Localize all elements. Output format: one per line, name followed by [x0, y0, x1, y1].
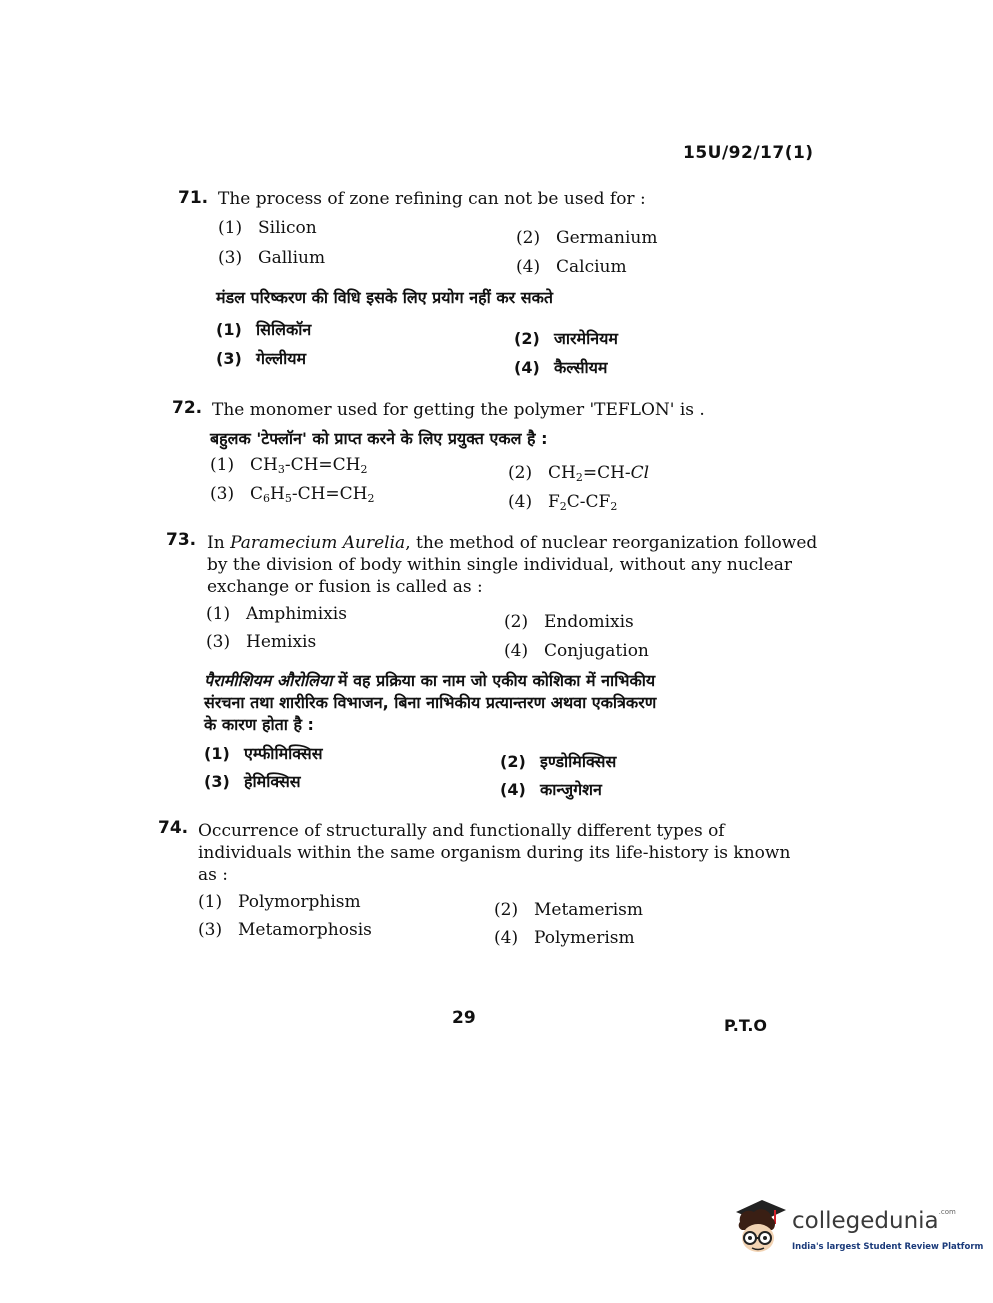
option-1: (1) Silicon: [218, 218, 317, 238]
option-2: (2) Metamerism: [494, 900, 644, 920]
option-3: (3) $C_6H_5-CH=CH_2$: [210, 484, 375, 505]
option-4: (4) Conjugation: [504, 641, 649, 661]
paper-code: 15U/92/17(1): [683, 143, 814, 163]
option-4: (4) Polymerism: [494, 928, 635, 948]
option-4-hi: (4) कान्जुगेशन: [500, 780, 602, 799]
question-text-hi: बहुलक 'टेफ्लॉन' को प्राप्त करने के लिए प्रयुक्त एकल है :: [210, 429, 548, 448]
question-number: 74.: [158, 818, 189, 838]
question-number: 72.: [172, 398, 203, 418]
option-4: (4) $F_2C-CF_2$: [508, 492, 618, 513]
option-4: (4) Calcium: [516, 257, 627, 277]
option-2-hi: (2) जारमेनियम: [514, 329, 619, 348]
page-number: 29: [452, 1008, 476, 1028]
pto-label: P.T.O: [724, 1016, 768, 1035]
option-2: (2) Germanium: [516, 228, 658, 248]
option-3-hi: (3) हेमिक्सिस: [204, 772, 301, 791]
logo-wordmark: collegedunia$^{.com}$: [792, 1208, 956, 1234]
question-text-en: Occurrence of structurally and functionally different types of individuals within the same organism during its life-history is known as :: [198, 821, 791, 885]
option-3: (3) Gallium: [218, 248, 326, 268]
option-4-hi: (4) कैल्सीयम: [514, 358, 608, 377]
option-1-hi: (1) एम्फीमिक्सिस: [204, 744, 323, 763]
question-text-hi: मंडल परिष्करण की विधि इसके लिए प्रयोग नहीं कर सकते: [216, 288, 553, 307]
option-2: (2) Endomixis: [504, 612, 634, 632]
question-text-en: In Paramecium Aurelia, the method of nuclear reorganization followed by the division of body within single individual, without any nuclear exchange or fusion is called as :: [207, 533, 818, 597]
question-text-en: The process of zone refining can not be used for :: [218, 189, 646, 209]
question-number: 71.: [178, 188, 209, 208]
option-2-hi: (2) इण्डोमिक्सिस: [500, 752, 617, 771]
option-3-hi: (3) गेल्लीयम: [216, 349, 307, 368]
option-3: (3) Metamorphosis: [198, 920, 372, 940]
collegedunia-logo[interactable]: [730, 1196, 984, 1260]
mascot-icon: [730, 1196, 790, 1260]
logo-tagline: India's largest Student Review Platform: [792, 1242, 984, 1252]
option-1: (1) $CH_3-CH=CH_2$: [210, 455, 368, 476]
option-2: (2) $CH_2=CH-Cl$: [508, 463, 650, 484]
option-1-hi: (1) सिलिकॉन: [216, 320, 312, 339]
question-text-hi: पैरामीशियम औरोलिया में वह प्रक्रिया का नाम जो एकीय कोशिका में नाभिकीय संरचना तथा शारीरिक विभाजन, बिना नाभिकीय प्रत्यान्तरण अथवा एकत्रिकरण के कारण होता है :: [204, 671, 657, 734]
option-1: (1) Polymorphism: [198, 892, 361, 912]
option-1: (1) Amphimixis: [206, 604, 347, 624]
question-number: 73.: [166, 530, 197, 550]
question-text-en: The monomer used for getting the polymer 'TEFLON' is .: [212, 400, 705, 420]
option-3: (3) Hemixis: [206, 632, 317, 652]
